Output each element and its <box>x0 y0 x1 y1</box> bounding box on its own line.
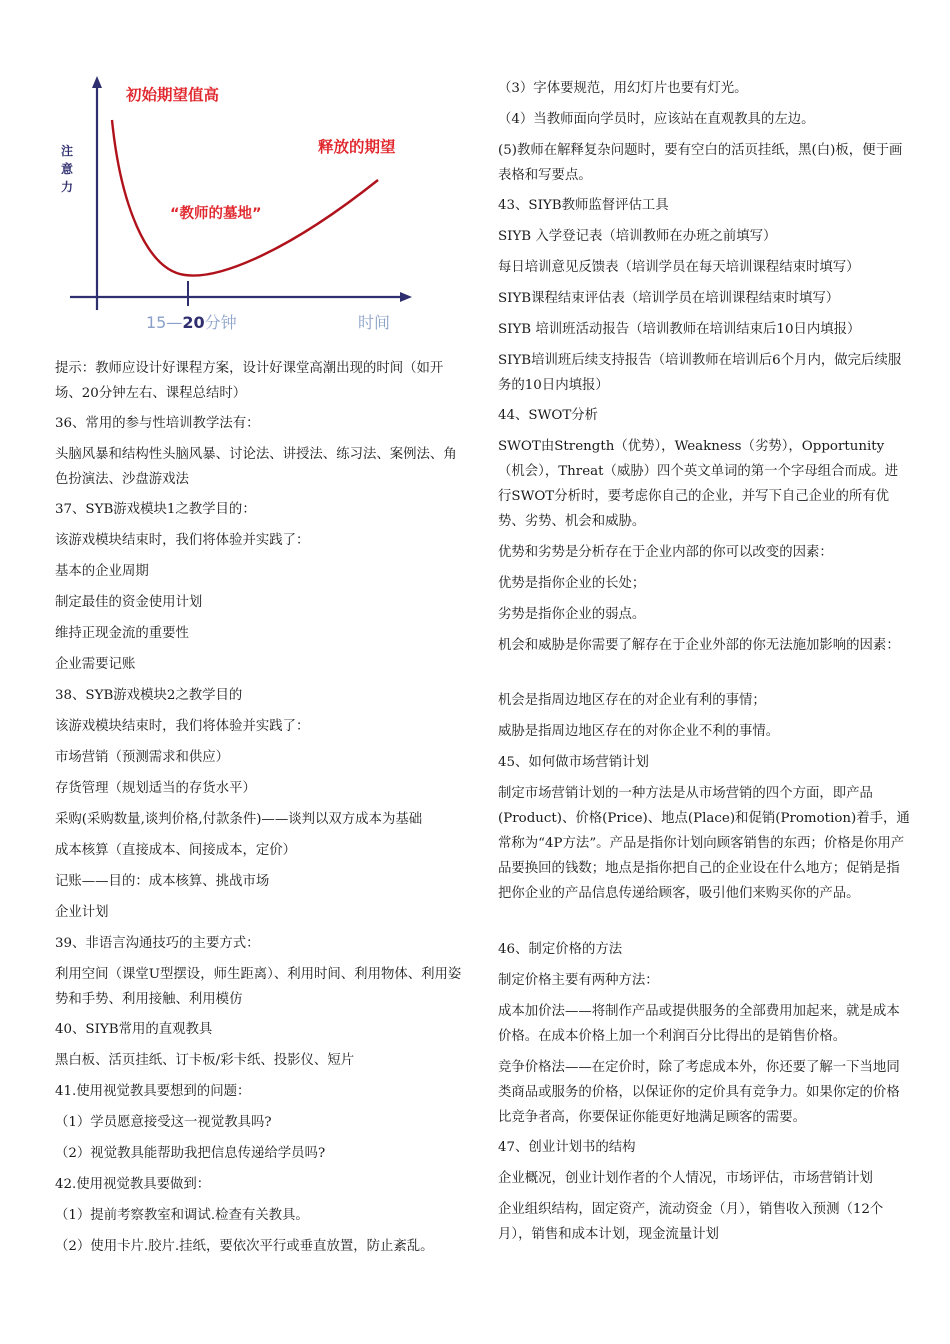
line-43-item-3: SIYB课程结束评估表（培训学员在培训课程结束时填写） <box>498 291 840 306</box>
heading-36: 36、常用的参与性培训教学法有： <box>55 416 260 431</box>
heading-41: 41.使用视觉教具要想到的问题： <box>55 1084 251 1099</box>
heading-47: 47、创业计划书的结构 <box>498 1140 636 1155</box>
paragraph-45-4p: 制定市场营销计划的一种方法是从市场营销的四个方面，即产品(Product)、价格(Price)、地点(Place)和促销(Promotion)着手，通常称为“4P方法”。产品是指你计划向顾客销售的东西；价格是你用产品要换回的钱数；地点是指你把自己的企业设在什么地方；促销是指把你企业的产品信息传递给顾客，吸引他们来购买你的产品。 <box>498 786 910 901</box>
line-44-threat: 威胁是指周边地区存在的对你企业不利的事情。 <box>498 724 780 739</box>
x-tick-label <box>146 313 237 332</box>
y-axis-char-1: 注 <box>61 144 74 158</box>
line-42-item-2: （2）使用卡片.胶片.挂纸，要依次平行或垂直放置，防止紊乱。 <box>55 1239 434 1254</box>
x-axis-label: 时间 <box>358 313 391 332</box>
line-37-intro: 该游戏模块结束时，我们将体验并实践了： <box>55 533 310 548</box>
paragraph-46-cost-plus: 成本加价法——将制作产品或提供服务的全部费用加起来，就是成本价格。在成本价格上加一个利润百分比得出的是销售价格。 <box>498 1004 900 1044</box>
line-37-item-1: 基本的企业周期 <box>55 564 149 579</box>
attention-curve-diagram <box>60 70 420 340</box>
x-tick-suffix: 分钟 <box>204 313 237 332</box>
line-42-item-3: （3）字体要规范，用幻灯片也要有灯光。 <box>498 81 748 96</box>
line-38-item-6: 企业计划 <box>55 905 109 920</box>
heading-39: 39、非语言沟通技巧的主要方式： <box>55 936 260 951</box>
initial-expectation-label: 初始期望值高 <box>126 86 220 104</box>
line-43-item-4: SIYB 培训班活动报告（培训教师在培训结束后10日内填报） <box>498 322 861 337</box>
line-37-item-4: 企业需要记账 <box>55 657 136 672</box>
line-38-item-5: 记账——目的：成本核算、挑战市场 <box>55 874 270 889</box>
line-40: 黑白板、活页挂纸、订卡板/彩卡纸、投影仪、短片 <box>55 1053 355 1068</box>
line-38-item-2: 存货管理（规划适当的存货水平） <box>55 781 256 796</box>
line-44-internal: 优势和劣势是分析存在于企业内部的你可以改变的因素： <box>498 545 833 560</box>
y-axis-arrow <box>92 76 102 88</box>
paragraph-46-competitive: 竞争价格法——在定价时，除了考虑成本外，你还要了解一下当地同类商品或服务的价格，以保证你的定价具有竞争力。如果你定的价格比竞争者高，你要保证你能更好地满足顾客的需要。 <box>498 1060 900 1125</box>
heading-37: 37、SYB游戏模块1之教学目的： <box>55 502 256 517</box>
line-41-q1: （1）学员愿意接受这一视觉教具吗? <box>55 1115 272 1130</box>
line-38-item-3: 采购(采购数量,谈判价格,付款条件)——谈判以双方成本为基础 <box>55 812 423 827</box>
y-axis-char-3: 力 <box>61 180 74 194</box>
x-axis-arrow <box>400 292 412 302</box>
heading-44: 44、SWOT分析 <box>498 408 599 423</box>
paragraph-39: 利用空间（课堂U型摆设，师生距离）、利用时间、利用物体、利用姿势和手势、利用接触、利用模仿 <box>55 967 462 1007</box>
line-42-item-5: (5)教师在解释复杂问题时，要有空白的活页挂纸，黑(白)板，便于画表格和写要点。 <box>498 143 903 183</box>
paragraph-44-swot: SWOT由Strength（优势），Weakness（劣势），Opportunity（机会），Threat（威胁）四个英文单词的第一个字母组合而成。进行SWOT分析时，要考虑你自己的企业，并写下自己企业的所有优势、劣势、机会和威胁。 <box>498 439 899 529</box>
line-44-external: 机会和威胁是你需要了解存在于企业外部的你无法施加影响的因素： <box>498 638 900 653</box>
line-44-strength: 优势是指你企业的长处； <box>498 576 646 591</box>
line-43-item-1: SIYB 入学登记表（培训教师在办班之前填写） <box>498 229 777 244</box>
line-47-item-2: 企业组织结构，固定资产，流动资金（月），销售收入预测（12个月），销售和成本计划，现金流量计划 <box>498 1202 884 1242</box>
line-47-item-1: 企业概况，创业计划作者的个人情况，市场评估，市场营销计划 <box>498 1171 873 1186</box>
line-43-item-5: SIYB培训班后续支持报告（培训教师在培训后6个月内，做完后续服务的10日内填报） <box>498 353 902 393</box>
line-41-q2: （2）视觉教具能帮助我把信息传递给学员吗? <box>55 1146 326 1161</box>
line-42-item-1: （1）提前考察教室和调试.检查有关教具。 <box>55 1208 309 1223</box>
line-37-item-3: 维持正现金流的重要性 <box>55 626 189 641</box>
x-tick-prefix: 15— <box>146 313 183 332</box>
teacher-grave-label: “教师的墓地” <box>170 206 262 222</box>
line-38-intro: 该游戏模块结束时，我们将体验并实践了： <box>55 719 310 734</box>
line-37-item-2: 制定最佳的资金使用计划 <box>55 595 203 610</box>
heading-42: 42.使用视觉教具要做到： <box>55 1177 211 1192</box>
tip-paragraph: 提示：教师应设计好课程方案，设计好课堂高潮出现的时间（如开场、20分钟左右、课程总结时） <box>55 361 444 401</box>
line-38-item-4: 成本核算（直接成本、间接成本，定价） <box>55 843 297 858</box>
paragraph-36-methods: 头脑风暴和结构性头脑风暴、讨论法、讲授法、练习法、案例法、角色扮演法、沙盘游戏法 <box>55 447 457 487</box>
y-axis-char-2: 意 <box>61 162 74 176</box>
x-tick-bold: 20 <box>182 313 205 332</box>
heading-40: 40、SIYB常用的直观教具 <box>55 1022 213 1037</box>
heading-46: 46、制定价格的方法 <box>498 942 623 957</box>
heading-38: 38、SYB游戏模块2之教学目的 <box>55 688 243 703</box>
heading-43: 43、SIYB教师监督评估工具 <box>498 198 669 213</box>
heading-45: 45、如何做市场营销计划 <box>498 755 649 770</box>
release-expectation-label: 释放的期望 <box>318 138 396 156</box>
line-43-item-2: 每日培训意见反馈表（培训学员在每天培训课程结束时填写） <box>498 260 860 275</box>
line-46-intro: 制定价格主要有两种方法： <box>498 973 659 988</box>
line-42-item-4: （4）当教师面向学员时，应该站在直观教具的左边。 <box>498 112 815 127</box>
line-38-item-1: 市场营销（预测需求和供应） <box>55 750 230 765</box>
line-44-opportunity: 机会是指周边地区存在的对企业有利的事情； <box>498 693 766 708</box>
line-44-weakness: 劣势是指你企业的弱点。 <box>498 607 646 622</box>
